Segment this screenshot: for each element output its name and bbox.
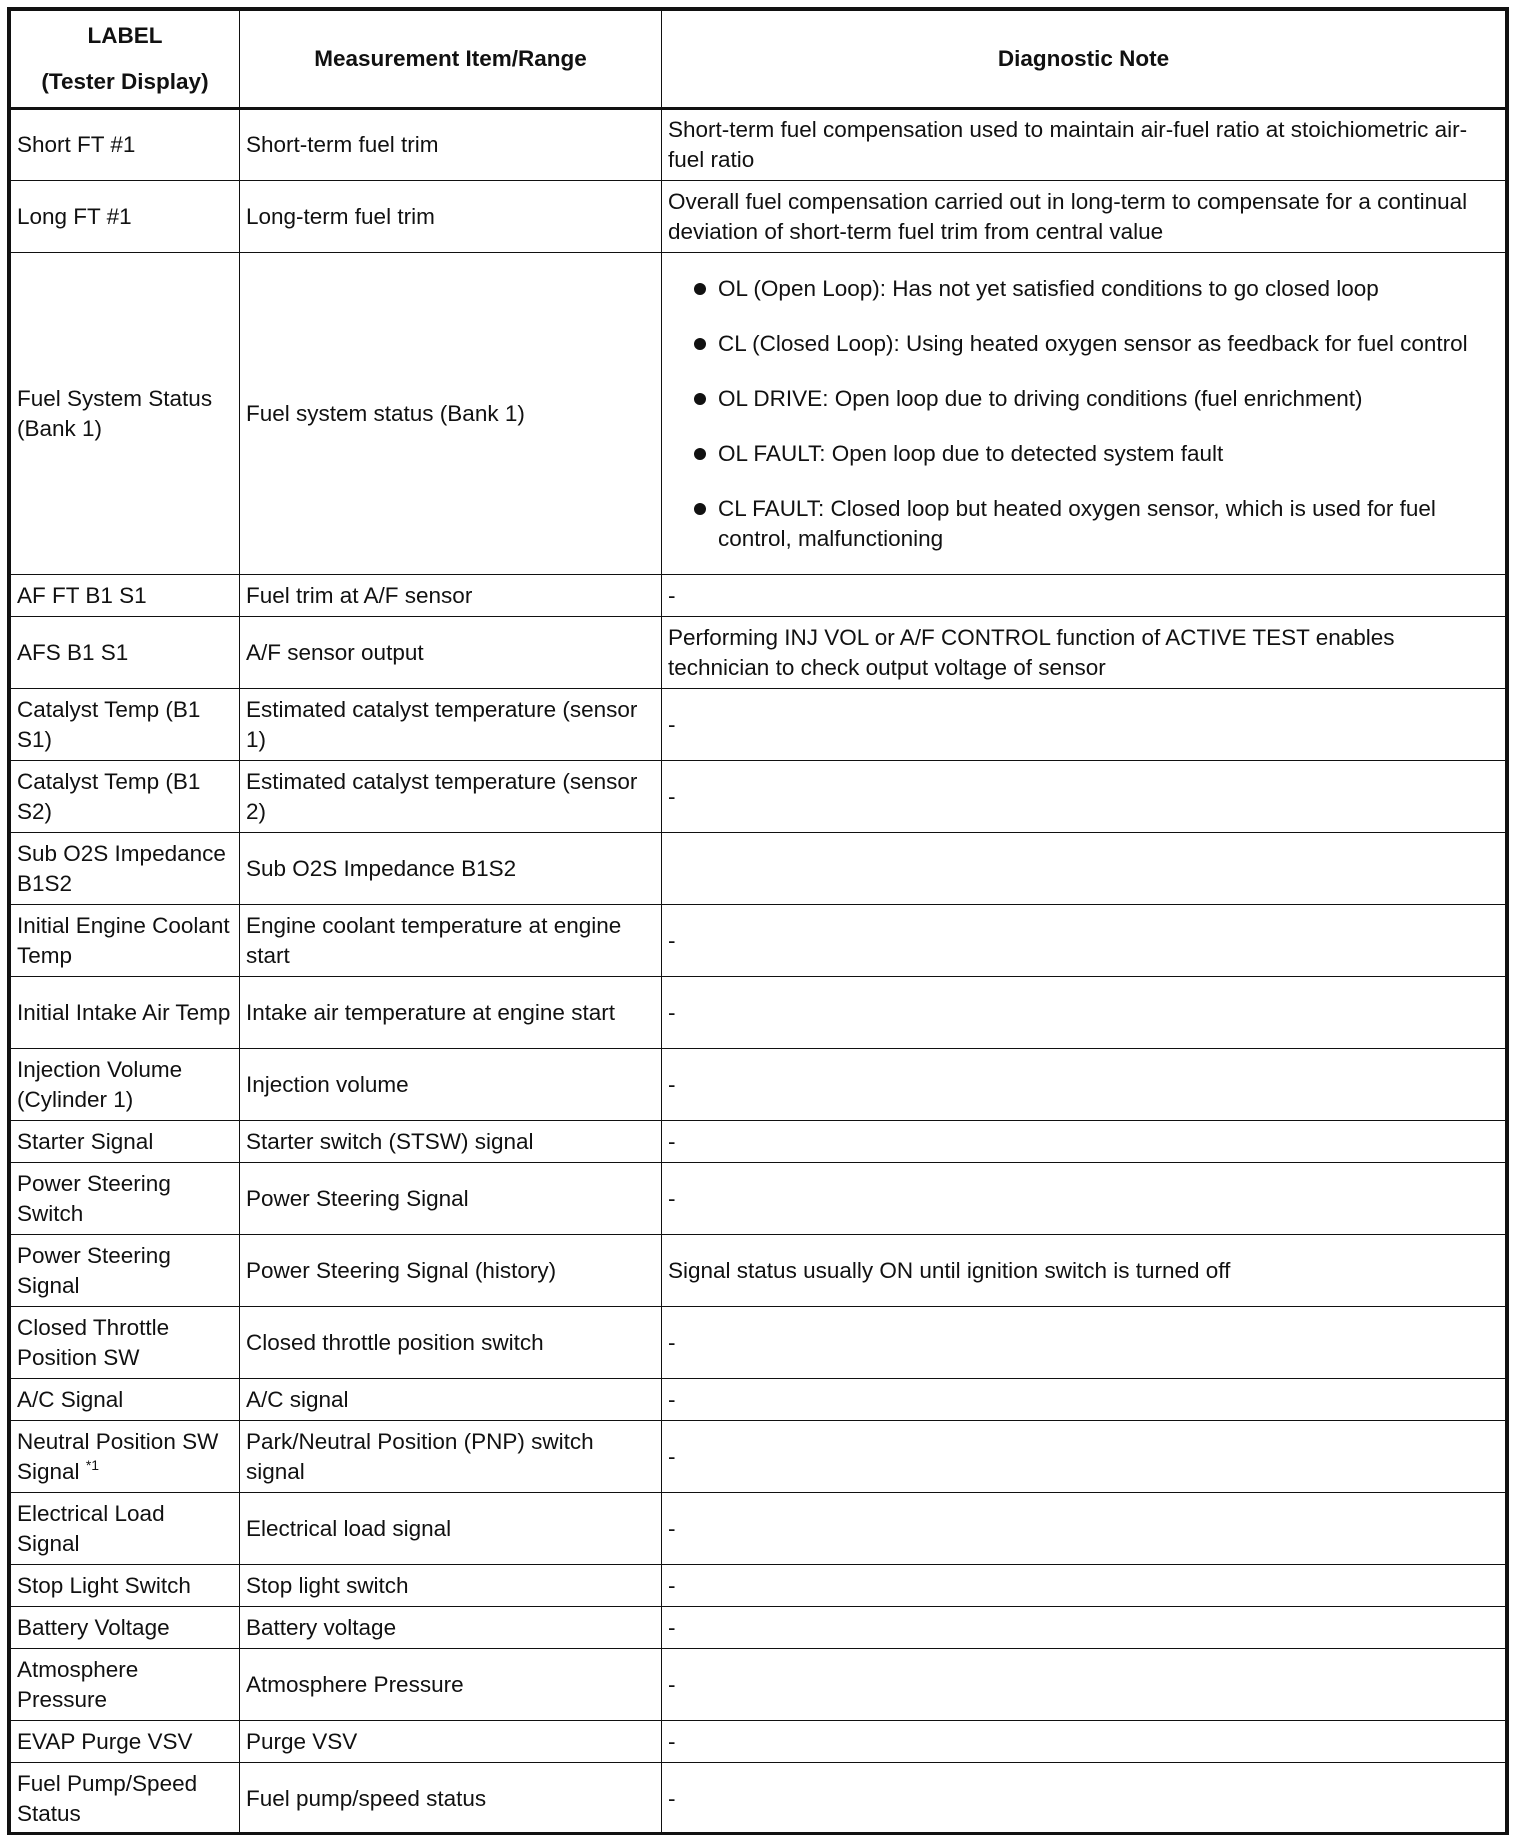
row-label-cell <box>11 253 240 575</box>
data-list-table-container <box>7 7 1509 1835</box>
row-label: Closed Throttle Position SW <box>17 1314 170 1370</box>
diagnostic-bullet-item: OL DRIVE: Open loop due to driving conditions (fuel enrichment) <box>668 384 1499 414</box>
row-measurement-item: Electrical load signal <box>240 1493 662 1565</box>
table-row <box>11 1721 1506 1763</box>
row-label-cell <box>11 1493 240 1565</box>
header-label <box>11 11 240 109</box>
row-label: Fuel Pump/Speed Status <box>17 1770 198 1826</box>
row-label: Electrical Load Signal <box>17 1500 165 1556</box>
row-diagnostic-note: - <box>662 1649 1506 1721</box>
row-diagnostic-note: - <box>662 1121 1506 1163</box>
table-row <box>11 253 1506 575</box>
row-diagnostic-note: Short-term fuel compensation used to maintain air-fuel ratio at stoichiometric air-fuel ratio <box>662 109 1506 181</box>
row-measurement-item: A/F sensor output <box>240 617 662 689</box>
table-row <box>11 905 1506 977</box>
row-diagnostic-note: - <box>662 1763 1506 1835</box>
row-label: AFS B1 S1 <box>17 639 129 665</box>
table-row <box>11 1235 1506 1307</box>
row-diagnostic-note: Overall fuel compensation carried out in long-term to compensate for a continual deviation of short-term fuel trim from central value <box>662 181 1506 253</box>
row-label-cell <box>11 761 240 833</box>
table-row <box>11 1565 1506 1607</box>
row-diagnostic-note: Signal status usually ON until ignition switch is turned off <box>662 1235 1506 1307</box>
row-label-cell <box>11 1721 240 1763</box>
row-measurement-item: A/C signal <box>240 1379 662 1421</box>
row-label-cell <box>11 1763 240 1835</box>
row-label: Long FT #1 <box>17 203 132 229</box>
diagnostic-bullet-item: OL FAULT: Open loop due to detected system fault <box>668 439 1499 469</box>
header-label-line2: (Tester Display) <box>41 69 209 94</box>
table-row <box>11 1421 1506 1493</box>
table-row <box>11 689 1506 761</box>
row-measurement-item: Power Steering Signal (history) <box>240 1235 662 1307</box>
row-label-cell <box>11 1607 240 1649</box>
row-label: Catalyst Temp (B1 S2) <box>17 768 201 824</box>
diagnostic-bullet-item: OL (Open Loop): Has not yet satisfied conditions to go closed loop <box>668 274 1499 304</box>
row-label-cell <box>11 1379 240 1421</box>
table-header <box>11 11 1506 109</box>
row-measurement-item: Battery voltage <box>240 1607 662 1649</box>
header-label-line1: LABEL <box>87 23 163 48</box>
row-measurement-item: Stop light switch <box>240 1565 662 1607</box>
row-measurement-item: Closed throttle position switch <box>240 1307 662 1379</box>
row-measurement-item: Fuel pump/speed status <box>240 1763 662 1835</box>
row-diagnostic-note: - <box>662 1493 1506 1565</box>
row-diagnostic-note: - <box>662 575 1506 617</box>
row-label-cell <box>11 1565 240 1607</box>
diagnostic-bullet-item: CL (Closed Loop): Using heated oxygen sensor as feedback for fuel control <box>668 329 1499 359</box>
table-row <box>11 1763 1506 1835</box>
table-row <box>11 575 1506 617</box>
table-row <box>11 977 1506 1049</box>
row-diagnostic-note: - <box>662 1163 1506 1235</box>
table-row <box>11 617 1506 689</box>
row-measurement-item: Purge VSV <box>240 1721 662 1763</box>
row-diagnostic-note: - <box>662 977 1506 1049</box>
row-label: Initial Engine Coolant Temp <box>17 912 230 968</box>
row-measurement-item: Engine coolant temperature at engine start <box>240 905 662 977</box>
row-diagnostic-note: - <box>662 1607 1506 1649</box>
table-row <box>11 1379 1506 1421</box>
row-label: Power Steering Switch <box>17 1170 171 1226</box>
row-diagnostic-note <box>662 833 1506 905</box>
row-diagnostic-note <box>662 253 1506 575</box>
row-label: Starter Signal <box>17 1128 154 1154</box>
row-diagnostic-note: Performing INJ VOL or A/F CONTROL function of ACTIVE TEST enables technician to check output voltage of sensor <box>662 617 1506 689</box>
row-label: Neutral Position SW Signal <box>17 1428 219 1484</box>
table-row <box>11 1049 1506 1121</box>
row-measurement-item: Estimated catalyst temperature (sensor 1) <box>240 689 662 761</box>
table-row <box>11 1607 1506 1649</box>
table-row <box>11 109 1506 181</box>
row-label-cell <box>11 181 240 253</box>
table-row <box>11 761 1506 833</box>
row-label: Stop Light Switch <box>17 1572 191 1598</box>
row-label-cell <box>11 977 240 1049</box>
row-label: Fuel System Status (Bank 1) <box>17 385 213 441</box>
row-label-cell <box>11 1235 240 1307</box>
row-diagnostic-note: - <box>662 1049 1506 1121</box>
row-label: A/C Signal <box>17 1386 124 1412</box>
table-row <box>11 1307 1506 1379</box>
row-measurement-item: Power Steering Signal <box>240 1163 662 1235</box>
row-diagnostic-note: - <box>662 1379 1506 1421</box>
row-measurement-item: Short-term fuel trim <box>240 109 662 181</box>
row-label: Power Steering Signal <box>17 1242 171 1298</box>
row-measurement-item: Long-term fuel trim <box>240 181 662 253</box>
table-row <box>11 1649 1506 1721</box>
data-list-table <box>10 10 1506 1835</box>
row-diagnostic-note: - <box>662 689 1506 761</box>
row-label-cell <box>11 833 240 905</box>
row-label: Short FT #1 <box>17 132 136 157</box>
row-measurement-item: Intake air temperature at engine start <box>240 977 662 1049</box>
row-measurement-item: Atmosphere Pressure <box>240 1649 662 1721</box>
table-row <box>11 1163 1506 1235</box>
header-row <box>11 11 1506 109</box>
row-label: Sub O2S Impedance B1S2 <box>17 840 226 896</box>
row-label: Injection Volume (Cylinder 1) <box>17 1056 183 1112</box>
header-measurement: Measurement Item/Range <box>240 11 662 109</box>
row-label-cell <box>11 689 240 761</box>
row-label-footnote: *1 <box>85 1456 100 1473</box>
row-diagnostic-note: - <box>662 1721 1506 1763</box>
row-label-cell <box>11 905 240 977</box>
row-label: EVAP Purge VSV <box>17 1728 193 1754</box>
table-row <box>11 181 1506 253</box>
row-measurement-item: Fuel trim at A/F sensor <box>240 575 662 617</box>
row-measurement-item: Sub O2S Impedance B1S2 <box>240 833 662 905</box>
row-label-cell <box>11 1049 240 1121</box>
row-label-cell <box>11 617 240 689</box>
row-diagnostic-note: - <box>662 1421 1506 1493</box>
row-label-cell <box>11 1649 240 1721</box>
row-label-cell <box>11 109 240 181</box>
table-row <box>11 1121 1506 1163</box>
header-diagnostic-note: Diagnostic Note <box>662 11 1506 109</box>
row-label: AF FT B1 S1 <box>17 582 147 608</box>
row-label: Battery Voltage <box>17 1614 170 1640</box>
row-label-cell <box>11 1121 240 1163</box>
row-diagnostic-note: - <box>662 905 1506 977</box>
table-row <box>11 1493 1506 1565</box>
row-diagnostic-note: - <box>662 761 1506 833</box>
row-label-cell <box>11 1163 240 1235</box>
row-label-cell <box>11 575 240 617</box>
row-measurement-item: Starter switch (STSW) signal <box>240 1121 662 1163</box>
row-label: Catalyst Temp (B1 S1) <box>17 696 201 752</box>
diagnostic-bullet-item: CL FAULT: Closed loop but heated oxygen sensor, which is used for fuel control, malfunctioning <box>668 494 1499 554</box>
table-body <box>11 109 1506 1835</box>
table-row <box>11 833 1506 905</box>
row-diagnostic-note: - <box>662 1565 1506 1607</box>
row-measurement-item: Estimated catalyst temperature (sensor 2) <box>240 761 662 833</box>
row-label: Atmosphere Pressure <box>17 1656 139 1712</box>
row-measurement-item: Injection volume <box>240 1049 662 1121</box>
diagnostic-bullet-list <box>668 274 1499 554</box>
row-label-cell <box>11 1307 240 1379</box>
row-measurement-item: Park/Neutral Position (PNP) switch signal <box>240 1421 662 1493</box>
row-measurement-item: Fuel system status (Bank 1) <box>240 253 662 575</box>
row-diagnostic-note: - <box>662 1307 1506 1379</box>
row-label-cell <box>11 1421 240 1493</box>
row-label: Initial Intake Air Temp <box>17 999 231 1025</box>
